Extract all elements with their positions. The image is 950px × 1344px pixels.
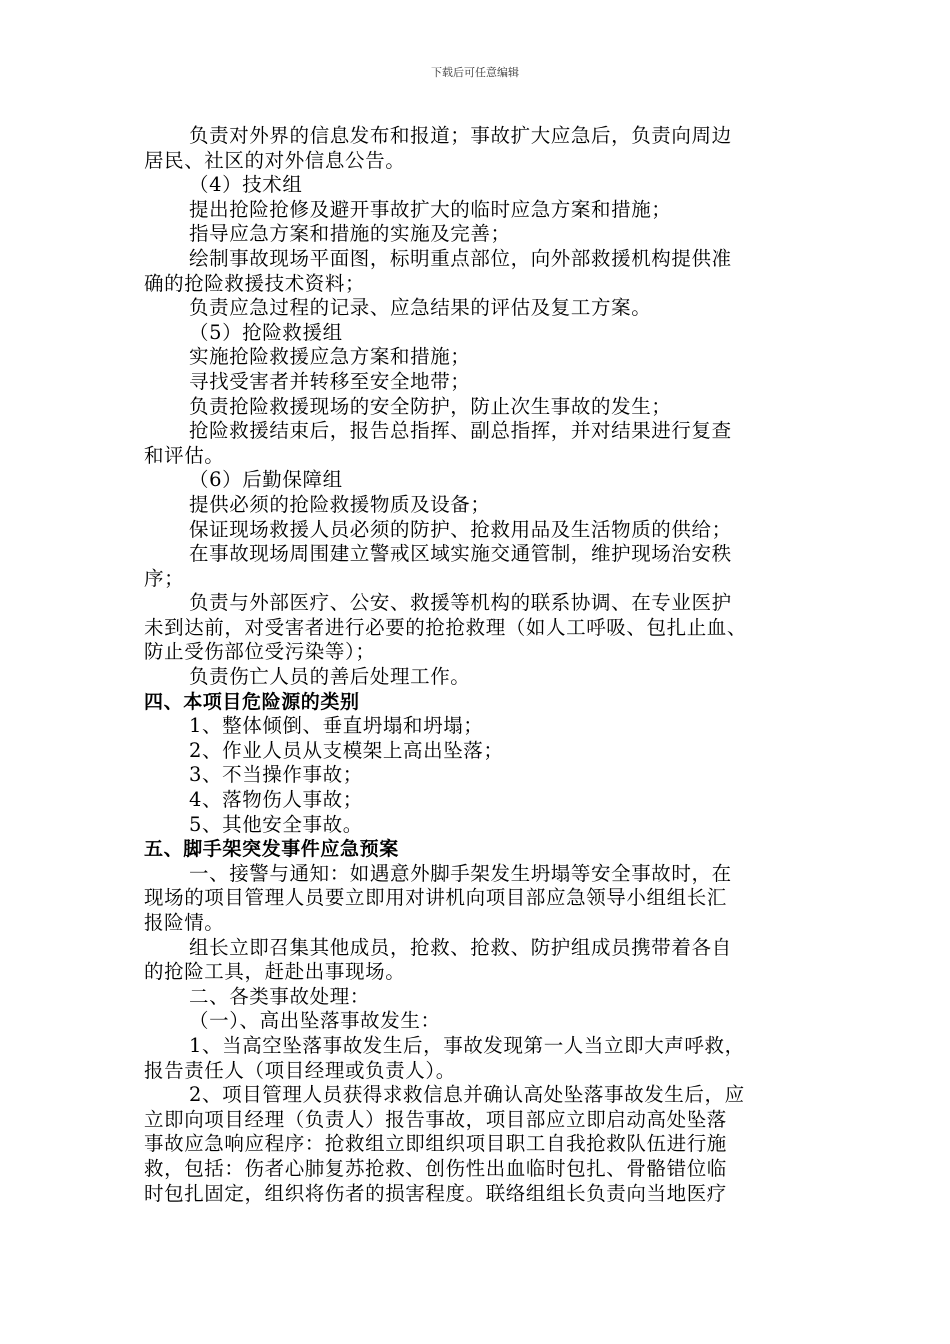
text-line: 绘制事故现场平面图，标明重点部位，向外部救援机构提供准 (189, 246, 732, 270)
text-line: 1、当高空坠落事故发生后，事故发现第一人当立即大声呼救， (189, 1033, 745, 1057)
text-line: 防止受伤部位受污染等）； (144, 640, 376, 664)
text-line: 负责抢险救援现场的安全防护，防止次生事故的发生； (189, 394, 672, 418)
text-line: 4、落物伤人事故； (189, 788, 363, 812)
text-line: 2、项目管理人员获得求救信息并确认高处坠落事故发生后，应 (189, 1083, 745, 1107)
text-line: 2、作业人员从支模架上高出坠落； (189, 738, 504, 762)
text-line: 报险情。 (144, 911, 225, 934)
text-line: 保证现场救援人员必须的防护、抢救用品及生活物质的供给； (189, 517, 732, 541)
text-line: 确的抢险救援技术资料； (144, 271, 366, 295)
text-line: 负责对外界的信息发布和报道；事故扩大应急后，负责向周边 (189, 124, 732, 147)
text-line: 组长立即召集其他成员，抢救、抢救、防护组成员携带着各自 (189, 935, 732, 959)
text-line: 3、不当操作事故； (189, 763, 363, 787)
text-line: 救，包括：伤者心肺复苏抢救、创伤性出血临时包扎、骨骼错位临 (144, 1156, 727, 1180)
text-line: 事故应急响应程序：抢救组立即组织项目职工自我抢救队伍进行施 (144, 1132, 727, 1156)
text-line: 未到达前，对受害者进行必要的抢抢救理（如人工呼吸、包扎止血、 (144, 615, 748, 639)
text-line: 负责与外部医疗、公安、救援等机构的联系协调、在专业医护 (189, 591, 732, 615)
text-line: 二、各类事故处理： (189, 984, 370, 1008)
text-line: （4）技术组 (189, 173, 303, 197)
text-line: （一）、高出坠落事故发生： (189, 1009, 441, 1033)
text-line: （6）后勤保障组 (189, 468, 343, 492)
text-line: 时包扎固定，组织将伤者的损害程度。联络组组长负责向当地医疗 (144, 1181, 727, 1205)
text-line: （5）抢险救援组 (189, 320, 343, 344)
text-line: 指导应急方案和措施的实施及完善； (189, 222, 511, 246)
text-line: 立即向项目经理（负责人）报告事故，项目部应立即启动高处坠落 (144, 1107, 727, 1131)
section-heading: 四、本项目危险源的类别 (144, 690, 360, 713)
text-line: 的抢险工具，赶赴出事现场。 (144, 960, 406, 984)
section-heading: 五、脚手架突发事件应急预案 (144, 838, 399, 861)
page-header-note: 下载后可任意编辑 (431, 66, 519, 79)
text-line: 提供必须的抢险救援物质及设备； (189, 492, 491, 516)
text-line: 一、接警与通知：如遇意外脚手架发生坍塌等安全事故时，在 (189, 861, 732, 885)
text-line: 和评估。 (144, 443, 225, 467)
text-line: 序； (144, 566, 185, 590)
text-line: 负责应急过程的记录、应急结果的评估及复工方案。 (189, 296, 652, 320)
document-body (144, 124, 826, 1206)
text-line: 负责伤亡人员的善后处理工作。 (189, 665, 471, 689)
text-line: 实施抢险救援应急方案和措施； (189, 345, 471, 369)
text-line: 5、其他安全事故。 (189, 812, 363, 836)
text-line: 提出抢险抢修及避开事故扩大的临时应急方案和措施； (189, 197, 672, 221)
text-line: 在事故现场周围建立警戒区域实施交通管制，维护现场治安秩 (189, 542, 732, 566)
text-line: 居民、社区的对外信息公告。 (144, 148, 406, 172)
text-line: 报告责任人（项目经理或负责人）。 (144, 1058, 456, 1082)
text-line: 寻找受害者并转移至安全地带； (189, 369, 471, 393)
text-line: 抢险救援结束后，报告总指挥、副总指挥，并对结果进行复查 (189, 419, 732, 443)
text-line: 1、整体倾倒、垂直坍塌和坍塌； (189, 714, 484, 738)
text-line: 现场的项目管理人员要立即用对讲机向项目部应急领导小组组长汇 (144, 886, 727, 910)
